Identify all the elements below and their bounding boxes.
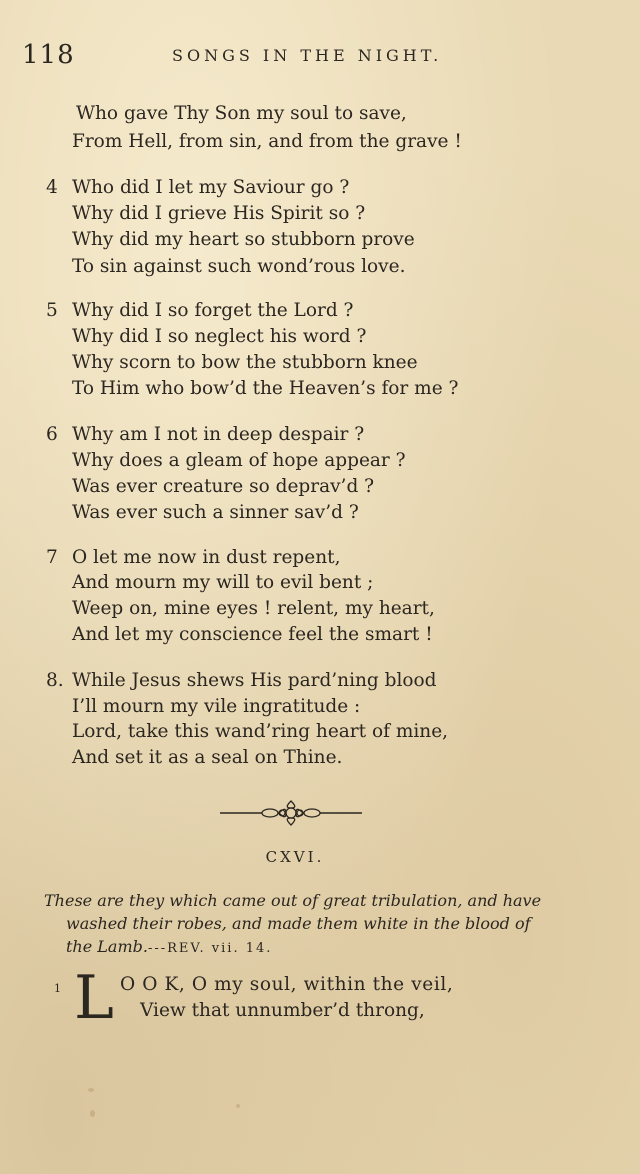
running-title: SONGS IN THE NIGHT. bbox=[172, 46, 443, 65]
verse-line: Was ever creature so deprav’d ? bbox=[72, 476, 375, 497]
verse-line: Why did I so neglect his word ? bbox=[72, 326, 367, 347]
ornament-divider-icon bbox=[218, 796, 364, 830]
verse-line: Why did my heart so stubborn prove bbox=[72, 229, 415, 250]
verse-line: And mourn my will to evil bent ; bbox=[72, 572, 374, 593]
stanza-number: 7 bbox=[46, 547, 58, 568]
verse-line: To sin against such wond’rous love. bbox=[72, 256, 406, 277]
verse-line: Who did I let my Saviour go ? bbox=[72, 177, 350, 198]
verse-line: Lord, take this wand’ring heart of mine, bbox=[72, 721, 449, 742]
verse-line: Why am I not in deep despair ? bbox=[72, 424, 365, 445]
paper-stain bbox=[90, 1110, 95, 1117]
verse-line: Who gave Thy Son my soul to save, bbox=[76, 103, 407, 124]
paper-stain bbox=[236, 1104, 240, 1108]
verse-number: 1 bbox=[54, 982, 61, 995]
page-header bbox=[0, 40, 640, 72]
hymn-first-line: O O K, O my soul, within the veil, bbox=[120, 974, 454, 995]
verse-line: Why did I grieve His Spirit so ? bbox=[72, 203, 366, 224]
paper-stain bbox=[88, 1088, 94, 1092]
drop-cap: L bbox=[74, 963, 114, 1033]
verse-line: To Him who bow’d the Heaven’s for me ? bbox=[72, 378, 459, 399]
verse-line: Why does a gleam of hope appear ? bbox=[72, 450, 406, 471]
hymn-number: CXVI. bbox=[265, 848, 325, 866]
epigraph-line: washed their robes, and made them white in the blood of bbox=[66, 914, 531, 933]
stanza-number: 4 bbox=[46, 177, 58, 198]
epigraph-line-with-ref bbox=[66, 936, 626, 960]
stanza-number: 5 bbox=[46, 300, 58, 321]
verse-line: And let my conscience feel the smart ! bbox=[72, 624, 433, 645]
verse-line: O let me now in dust repent, bbox=[72, 547, 341, 568]
verse-line: Why did I so forget the Lord ? bbox=[72, 300, 354, 321]
verse-line: While Jesus shews His pard’ning blood bbox=[72, 670, 437, 691]
epigraph-line: These are they which came out of great tribulation, and have bbox=[44, 891, 542, 910]
verse-line: Was ever such a sinner sav’d ? bbox=[72, 502, 359, 523]
verse-line: And set it as a seal on Thine. bbox=[72, 747, 343, 768]
stanza-number: 8. bbox=[46, 670, 64, 691]
stanza-number: 6 bbox=[46, 424, 58, 445]
verse-line: Why scorn to bow the stubborn knee bbox=[72, 352, 418, 373]
epigraph-line: the Lamb. bbox=[66, 937, 148, 956]
verse-line: From Hell, from sin, and from the grave ! bbox=[72, 131, 462, 152]
page-number: 118 bbox=[22, 40, 75, 70]
verse-line: I’ll mourn my vile ingratitude : bbox=[72, 696, 361, 717]
scripture-reference: ---REV. vii. 14. bbox=[147, 941, 273, 956]
verse-line: Weep on, mine eyes ! relent, my heart, bbox=[72, 598, 435, 619]
hymn-second-line: View that unnumber’d throng, bbox=[140, 1000, 425, 1021]
